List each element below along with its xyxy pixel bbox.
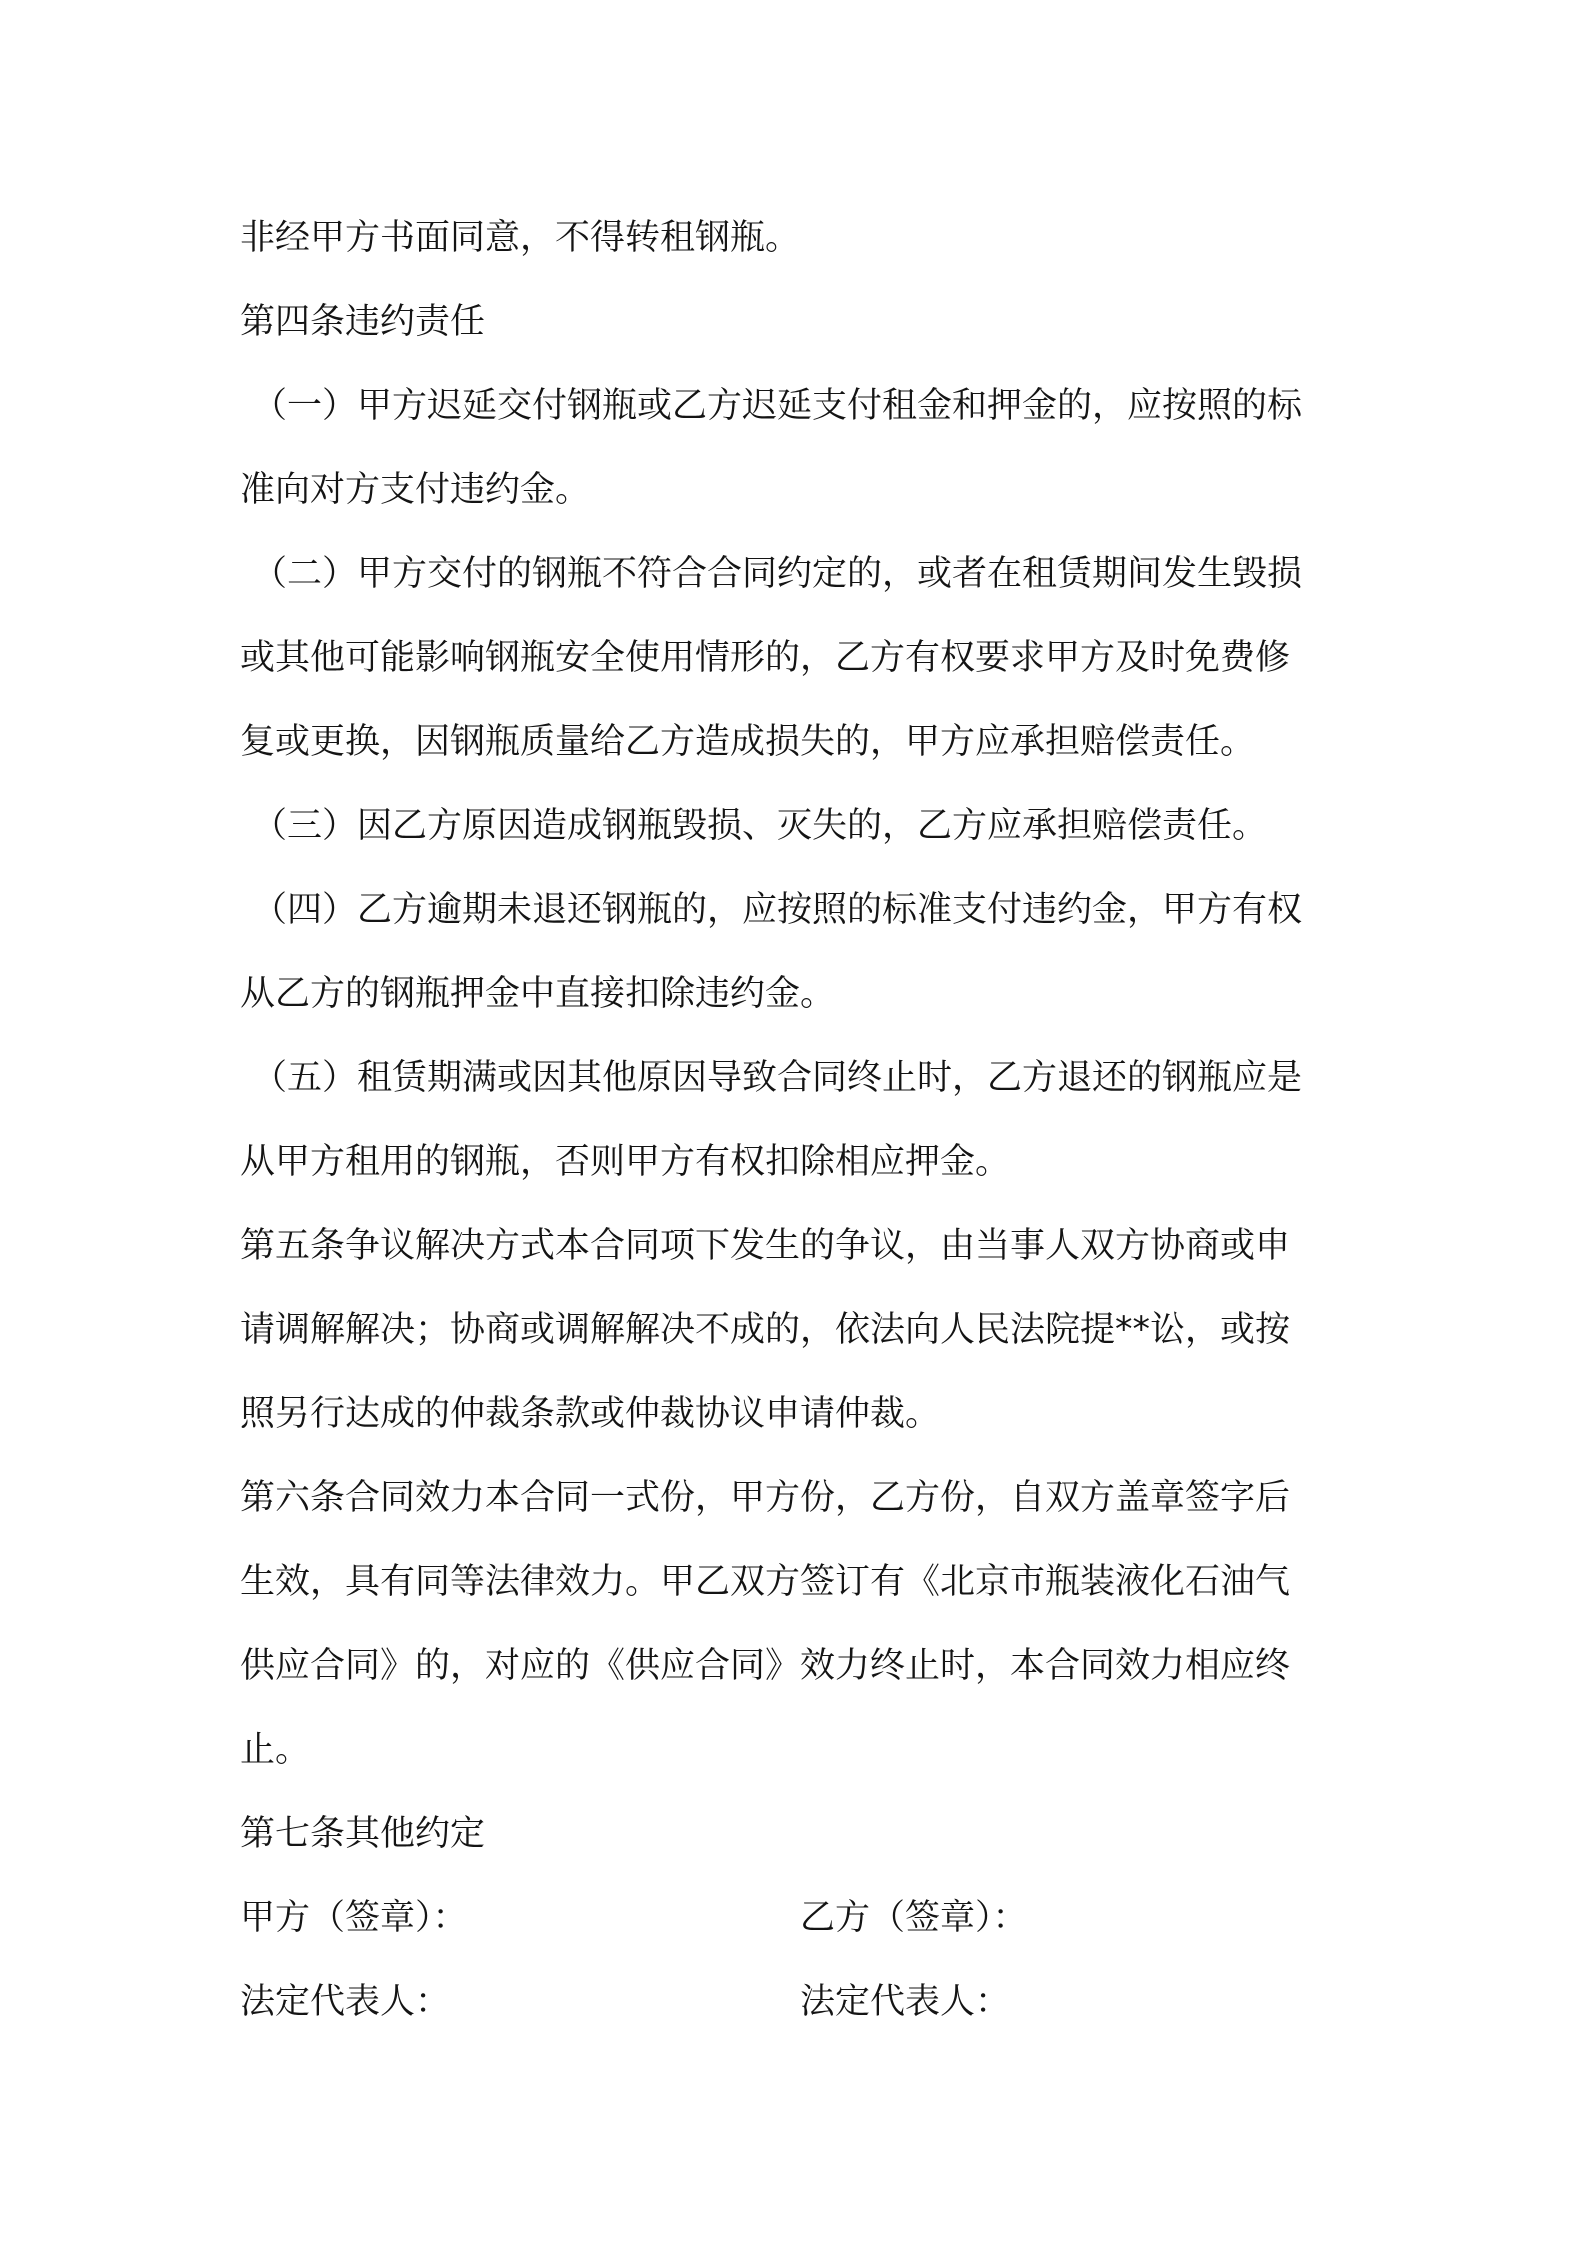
text-line: 从甲方租用的钢瓶，否则甲方有权扣除相应押金。	[240, 1142, 1011, 1182]
party-b-representative-label: 法定代表人：	[800, 1982, 1011, 2022]
text-line: 非经甲方书面同意，不得转租钢瓶。	[240, 218, 801, 258]
text-line: （四）乙方逾期未退还钢瓶的，应按照的标准支付违约金，甲方有权	[252, 890, 1303, 930]
document-body	[240, 196, 1360, 2044]
text-line: （五）租赁期满或因其他原因导致合同终止时，乙方退还的钢瓶应是	[252, 1058, 1303, 1098]
section-heading: 第四条违约责任	[240, 302, 486, 342]
party-a-seal-label: 甲方（签章）：	[240, 1898, 468, 1938]
signature-row-representative	[240, 1960, 1360, 2044]
text-line: 或其他可能影响钢瓶安全使用情形的，乙方有权要求甲方及时免费修	[240, 638, 1291, 678]
text-line: （二）甲方交付的钢瓶不符合合同约定的，或者在租赁期间发生毁损	[252, 554, 1303, 594]
text-line: 复或更换，因钢瓶质量给乙方造成损失的，甲方应承担赔偿责任。	[240, 722, 1256, 762]
text-line: （三）因乙方原因造成钢瓶毁损、灭失的，乙方应承担赔偿责任。	[252, 806, 1268, 846]
text-line: 照另行达成的仲裁条款或仲裁协议申请仲裁。	[240, 1394, 941, 1434]
text-line: 准向对方支付违约金。	[240, 470, 591, 510]
text-line: 止。	[240, 1730, 311, 1770]
text-line: （一）甲方迟延交付钢瓶或乙方迟延支付租金和押金的，应按照的标	[252, 386, 1303, 426]
section-heading: 第七条其他约定	[240, 1814, 486, 1854]
text-line: 请调解解决；协商或调解解决不成的，依法向人民法院提**讼，或按	[240, 1310, 1291, 1350]
text-line: 第五条争议解决方式本合同项下发生的争议，由当事人双方协商或申	[240, 1226, 1291, 1266]
signature-row-seal	[240, 1876, 1360, 1960]
text-line: 供应合同》的，对应的《供应合同》效力终止时，本合同效力相应终	[240, 1646, 1291, 1686]
text-line: 从乙方的钢瓶押金中直接扣除违约金。	[240, 974, 836, 1014]
text-line: 生效，具有同等法律效力。甲乙双方签订有《北京市瓶装液化石油气	[240, 1562, 1291, 1602]
party-b-seal-label: 乙方（签章）：	[800, 1898, 1028, 1938]
text-line: 第六条合同效力本合同一式份，甲方份，乙方份，自双方盖章签字后	[240, 1478, 1291, 1518]
party-a-representative-label: 法定代表人：	[240, 1982, 451, 2022]
